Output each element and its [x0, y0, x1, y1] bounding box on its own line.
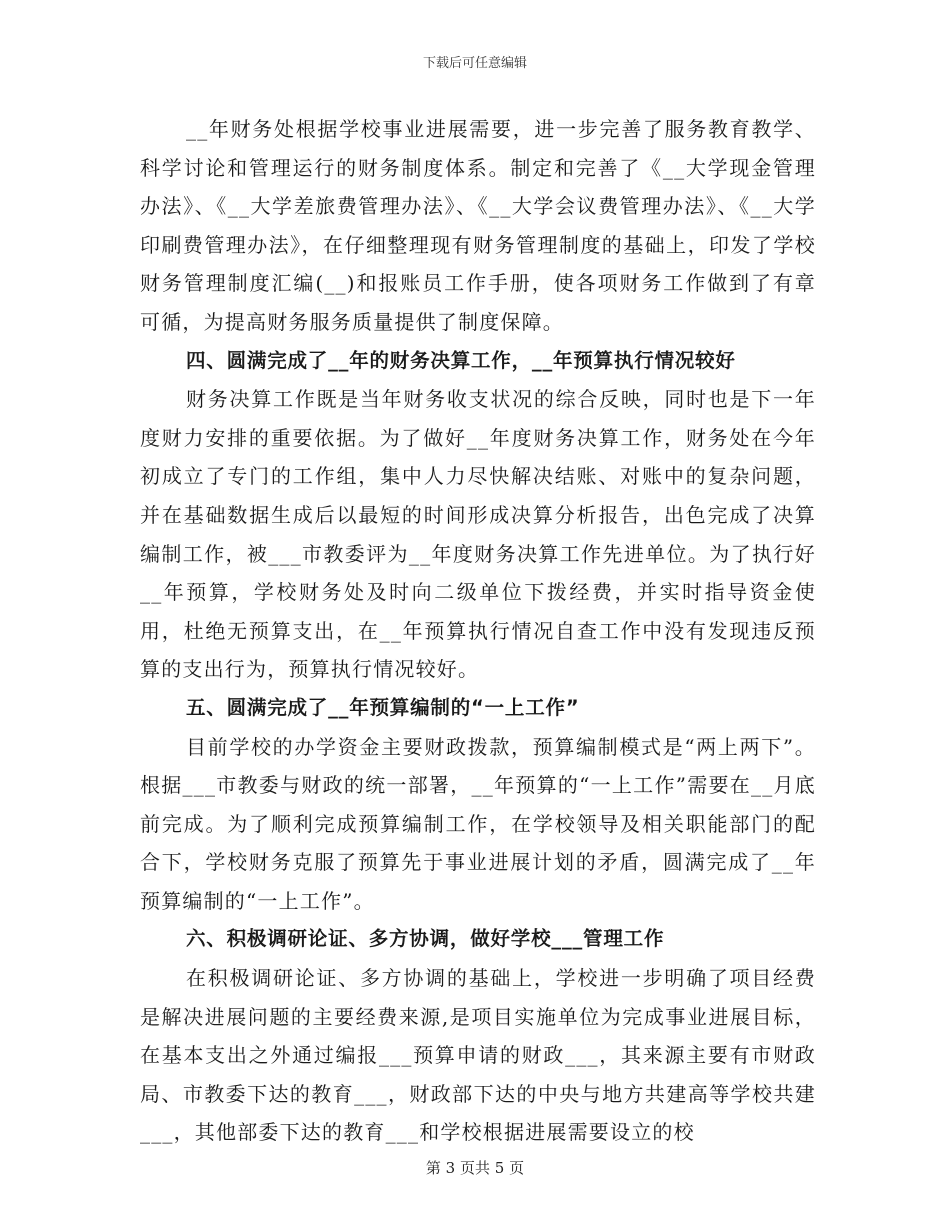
paragraph-budget-compilation: 目前学校的办学资金主要财政拨款，预算编制模式是“两上两下”。根据___市教委与财政的统一部署，__年预算的“一上工作”需要在__月底前完成。为了顺利完成预算编制工作，在学校领导及相关职能部门的配合下，学校财务克服了预算先于事业进展计划的矛盾，圆满完成了__年预算编制的“一上工作”。: [140, 734, 816, 913]
page-header: 下载后可任意编辑: [422, 56, 527, 71]
section-heading-4: 四、圆满完成了__年的财务决算工作，__年预算执行情况较好: [186, 348, 736, 372]
document-body: [140, 110, 816, 1152]
paragraph-final-accounts: 财务决算工作既是当年财务收支状况的综合反映，同时也是下一年度财力安排的重要依据。为了做好__年度财务决算工作，财务处在今年初成立了专门的工作组，集中人力尽快解决结账、对账中的复杂问题，并在基础数据生成后以最短的时间形成决算分析报告，出色完成了决算编制工作，被___市教委评为__年度财务决算工作先进单位。为了执行好__年预算，学校财务处及时向二级单位下拨经费，并实时指导资金使用，杜绝无预算支出，在__年预算执行情况自查工作中没有发现违反预算的支出行为，预算执行情况较好。: [140, 387, 816, 682]
paragraph-project-funds: 在积极调研论证、多方协调的基础上，学校进一步明确了项目经费是解决进展问题的主要经费来源,是项目实施单位为完成事业进展目标，在基本支出之外通过编报___预算申请的财政___，其来源主要有市财政局、市教委下达的教育___，财政部下达的中央与地方共建高等学校共建___，其他部委下达的教育___和学校根据进展需要设立的校: [140, 966, 816, 1145]
section-heading-6: 六、积极调研论证、多方协调，做好学校___管理工作: [186, 927, 665, 951]
paragraph-finance-system: __年财务处根据学校事业进展需要，进一步完善了服务教育教学、科学讨论和管理运行的财务制度体系。制定和完善了《__大学现金管理办法》、《__大学差旅费管理办法》、《__大学会议费管理办法》、《__大学印刷费管理办法》，在仔细整理现有财务管理制度的基础上，印发了学校财务管理制度汇编(__)和报账员工作手册，使各项财务工作做到了有章可循，为提高财务服务质量提供了制度保障。: [140, 117, 816, 334]
page-number: 第 3 页共 5 页: [425, 1159, 525, 1177]
section-heading-5: 五、圆满完成了__年预算编制的“一上工作”: [186, 695, 580, 719]
